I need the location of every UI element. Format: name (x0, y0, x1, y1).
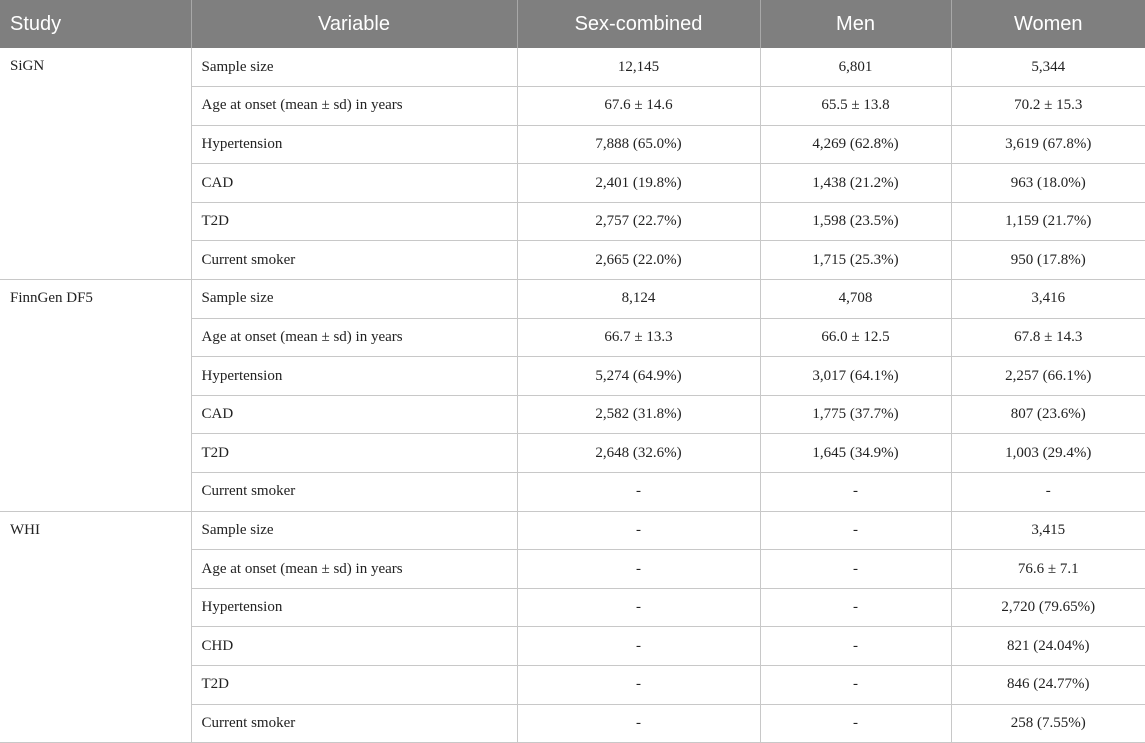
sex-combined-cell: 2,648 (32.6%) (517, 434, 760, 473)
men-cell: 66.0 ± 12.5 (760, 318, 951, 357)
men-cell: 4,708 (760, 280, 951, 319)
sex-combined-cell: 8,124 (517, 280, 760, 319)
women-cell: 2,257 (66.1%) (951, 357, 1145, 396)
men-cell: 1,438 (21.2%) (760, 164, 951, 203)
sex-combined-cell: - (517, 550, 760, 589)
women-cell: 2,720 (79.65%) (951, 588, 1145, 627)
header-men: Men (760, 0, 951, 48)
sex-combined-cell: 7,888 (65.0%) (517, 125, 760, 164)
men-cell: - (760, 588, 951, 627)
men-cell: 6,801 (760, 48, 951, 87)
variable-cell: CAD (191, 164, 517, 203)
men-cell: - (760, 511, 951, 550)
women-cell: 950 (17.8%) (951, 241, 1145, 280)
men-cell: 1,645 (34.9%) (760, 434, 951, 473)
sex-combined-cell: 12,145 (517, 48, 760, 87)
table-body (0, 48, 1145, 743)
variable-cell: Current smoker (191, 704, 517, 743)
men-cell: - (760, 550, 951, 589)
women-cell: 963 (18.0%) (951, 164, 1145, 203)
variable-cell: Age at onset (mean ± sd) in years (191, 87, 517, 126)
men-cell: - (760, 627, 951, 666)
table-header (0, 0, 1145, 48)
table-row (0, 280, 1145, 319)
men-cell: 1,715 (25.3%) (760, 241, 951, 280)
women-cell: 846 (24.77%) (951, 666, 1145, 705)
variable-cell: T2D (191, 434, 517, 473)
women-cell: 5,344 (951, 48, 1145, 87)
variable-cell: Hypertension (191, 125, 517, 164)
variable-cell: Hypertension (191, 357, 517, 396)
variable-cell: T2D (191, 202, 517, 241)
women-cell: - (951, 473, 1145, 512)
men-cell: 4,269 (62.8%) (760, 125, 951, 164)
variable-cell: Age at onset (mean ± sd) in years (191, 318, 517, 357)
header-sex-combined: Sex-combined (517, 0, 760, 48)
sex-combined-cell: - (517, 704, 760, 743)
header-row (0, 0, 1145, 48)
sex-combined-cell: - (517, 511, 760, 550)
sex-combined-cell: 2,401 (19.8%) (517, 164, 760, 203)
sex-combined-cell: 2,757 (22.7%) (517, 202, 760, 241)
men-cell: - (760, 473, 951, 512)
study-name-cell: FinnGen DF5 (0, 280, 191, 512)
header-variable: Variable (191, 0, 517, 48)
variable-cell: Current smoker (191, 241, 517, 280)
women-cell: 807 (23.6%) (951, 395, 1145, 434)
men-cell: 3,017 (64.1%) (760, 357, 951, 396)
variable-cell: Sample size (191, 280, 517, 319)
variable-cell: Sample size (191, 511, 517, 550)
variable-cell: T2D (191, 666, 517, 705)
sex-combined-cell: 67.6 ± 14.6 (517, 87, 760, 126)
men-cell: - (760, 666, 951, 705)
study-name-cell: WHI (0, 511, 191, 743)
women-cell: 821 (24.04%) (951, 627, 1145, 666)
women-cell: 3,415 (951, 511, 1145, 550)
sex-combined-cell: - (517, 627, 760, 666)
women-cell: 70.2 ± 15.3 (951, 87, 1145, 126)
women-cell: 3,619 (67.8%) (951, 125, 1145, 164)
women-cell: 76.6 ± 7.1 (951, 550, 1145, 589)
table-row (0, 48, 1145, 87)
variable-cell: Sample size (191, 48, 517, 87)
table-row (0, 511, 1145, 550)
men-cell: 65.5 ± 13.8 (760, 87, 951, 126)
sex-combined-cell: 5,274 (64.9%) (517, 357, 760, 396)
sex-combined-cell: 66.7 ± 13.3 (517, 318, 760, 357)
variable-cell: Current smoker (191, 473, 517, 512)
women-cell: 1,159 (21.7%) (951, 202, 1145, 241)
women-cell: 3,416 (951, 280, 1145, 319)
men-cell: 1,598 (23.5%) (760, 202, 951, 241)
study-name-cell: SiGN (0, 48, 191, 280)
women-cell: 1,003 (29.4%) (951, 434, 1145, 473)
men-cell: - (760, 704, 951, 743)
sex-combined-cell: - (517, 473, 760, 512)
sex-combined-cell: - (517, 588, 760, 627)
women-cell: 258 (7.55%) (951, 704, 1145, 743)
header-women: Women (951, 0, 1145, 48)
sex-combined-cell: 2,582 (31.8%) (517, 395, 760, 434)
header-study: Study (0, 0, 191, 48)
variable-cell: Hypertension (191, 588, 517, 627)
sex-combined-cell: - (517, 666, 760, 705)
men-cell: 1,775 (37.7%) (760, 395, 951, 434)
variable-cell: CHD (191, 627, 517, 666)
women-cell: 67.8 ± 14.3 (951, 318, 1145, 357)
variable-cell: CAD (191, 395, 517, 434)
variable-cell: Age at onset (mean ± sd) in years (191, 550, 517, 589)
sex-combined-cell: 2,665 (22.0%) (517, 241, 760, 280)
